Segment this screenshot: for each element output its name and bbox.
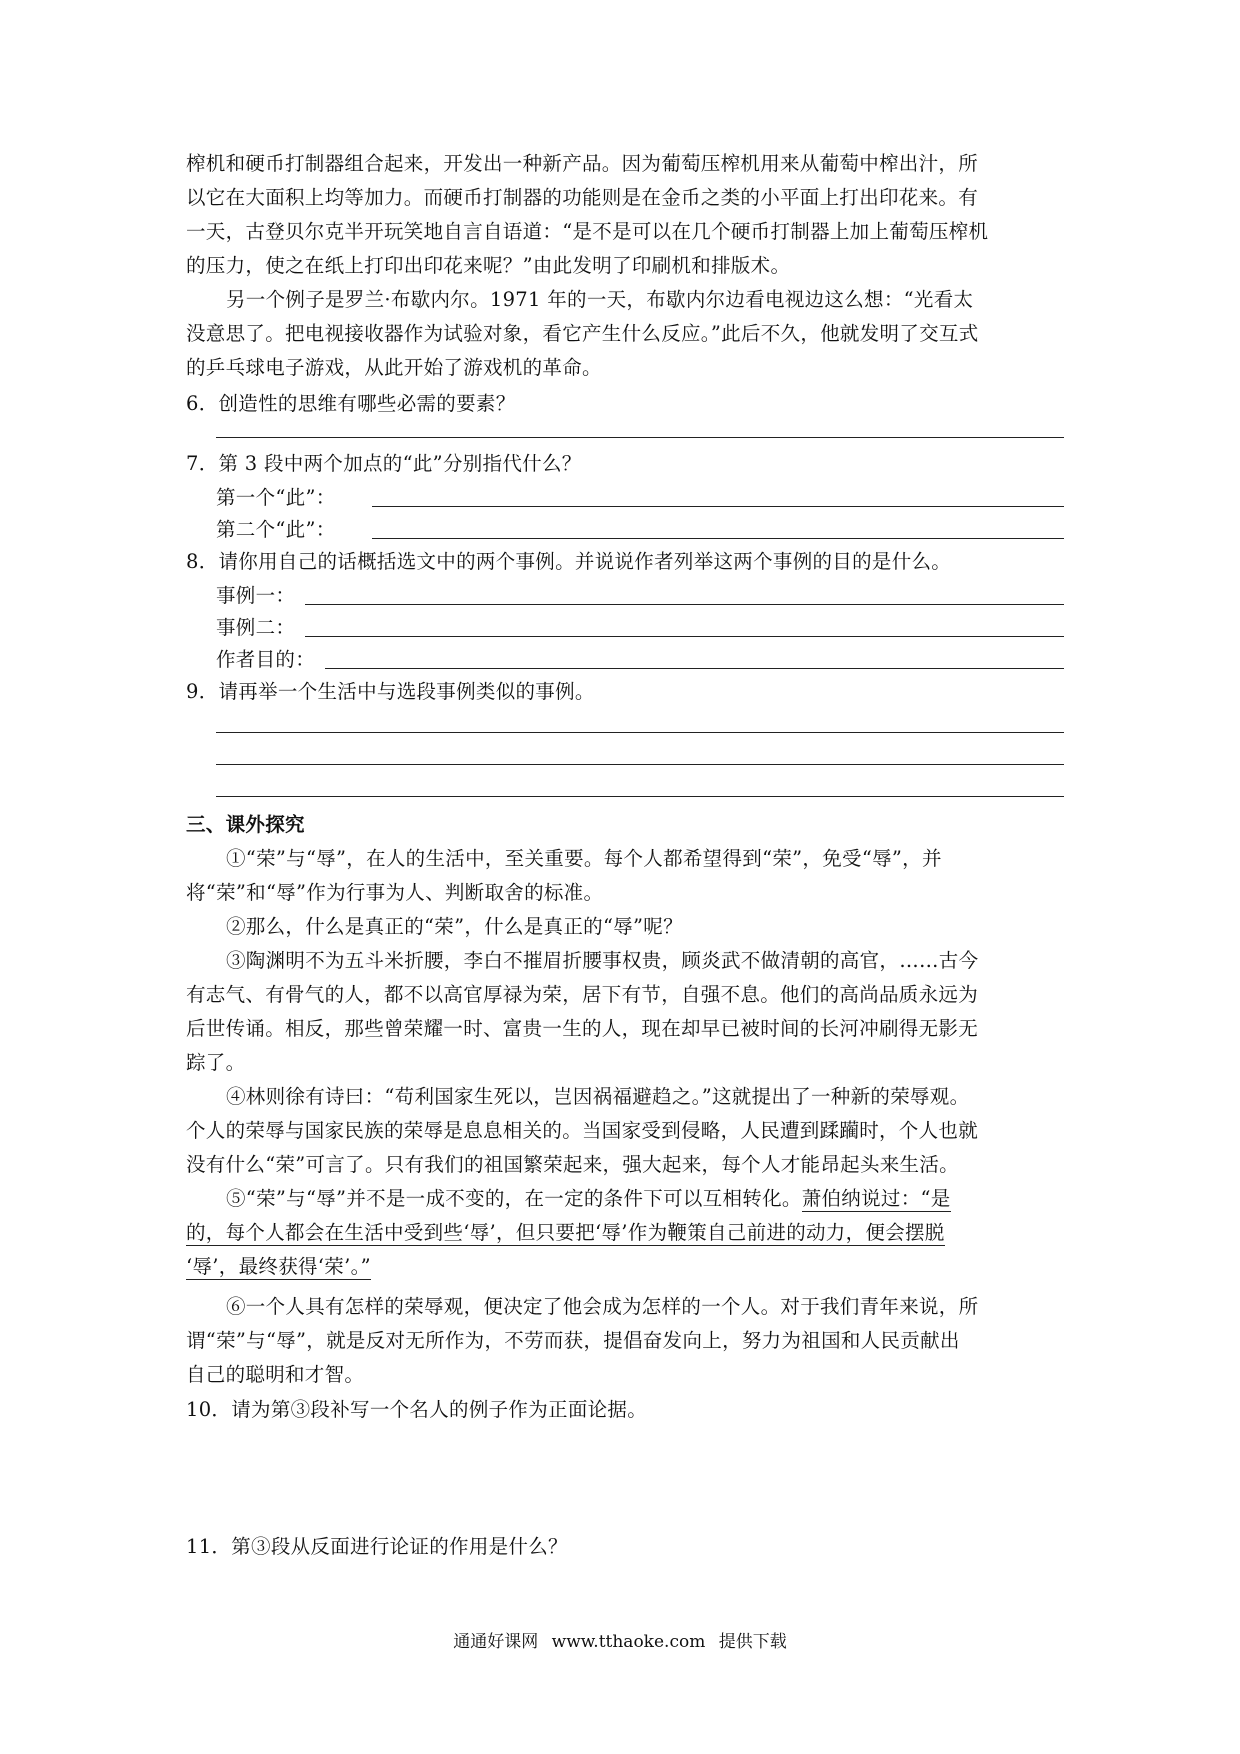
passage-line: 榨机和硬币打制器组合起来，开发出一种新产品。因为葡萄压榨机用来从葡萄中榨出汁，所 [186,152,979,175]
answer-line-q7-first[interactable] [372,506,1064,507]
q8-example2-label: 事例二： [216,616,296,639]
paragraph-6: ⑥一个人具有怎样的荣辱观，便决定了他会成为怎样的一个人。对于我们青年来说，所 [226,1295,979,1318]
footer-note: 提供下载 [718,1632,787,1652]
answer-line-q8-example2[interactable] [305,636,1064,637]
answer-line-q9-1[interactable] [216,732,1064,733]
paragraph-3-cont: 后世传诵。相反，那些曾荣耀一时、富贵一生的人，现在却早已被时间的长河冲刷得无影无 [186,1017,979,1040]
question-7: 7．第 3 段中两个加点的“此”分别指代什么？ [186,452,582,475]
question-6: 6．创造性的思维有哪些必需的要素？ [186,392,516,415]
answer-line-q6[interactable] [216,437,1064,438]
paragraph-5 [226,1182,1104,1216]
paragraph-3-cont: 有志气、有骨气的人，都不以高官厚禄为荣，居下有节，自强不息。他们的高尚品质永远为 [186,983,979,1006]
passage-line: 的压力，使之在纸上打印出印花来呢？”由此发明了印刷机和排版术。 [186,254,791,277]
paragraph-6-cont: 自己的聪明和才智。 [186,1363,365,1386]
paragraph-1: ①“荣”与“辱”，在人的生活中，至关重要。每个人都希望得到“荣”，免受“辱”，并 [226,847,942,870]
q7-second-label: 第二个“此”： [216,518,336,541]
paragraph-6-cont: 谓“荣”与“辱”，就是反对无所作为，不劳而获，提倡奋发向上，努力为祖国和人民贡献出 [186,1329,960,1352]
paragraph-5-cont [186,1216,1064,1250]
question-8: 8．请你用自己的话概括选文中的两个事例。并说说作者列举这两个事例的目的是什么。 [186,550,952,573]
paragraph-2: ②那么，什么是真正的“荣”，什么是真正的“辱”呢？ [226,915,683,938]
answer-line-q8-purpose[interactable] [325,668,1064,669]
underlined-quote: 萧伯纳说过：“是 [801,1187,951,1210]
question-10: 10．请为第③段补写一个名人的例子作为正面论据。 [186,1398,648,1421]
paragraph-5-cont [186,1250,1064,1284]
paragraph-4-cont: 没有什么“荣”可言了。只有我们的祖国繁荣起来，强大起来，每个人才能昂起头来生活。 [186,1153,959,1176]
answer-line-q9-2[interactable] [216,764,1064,765]
paragraph-3: ③陶渊明不为五斗米折腰，李白不摧眉折腰事权贵，顾炎武不做清朝的高官，……古今 [226,949,979,972]
passage-line: 以它在大面积上均等加力。而硬币打制器的功能则是在金币之类的小平面上打出印花来。有 [186,186,979,209]
answer-line-q7-second[interactable] [372,538,1064,539]
paragraph-5-text: ⑤“荣”与“辱”并不是一成不变的，在一定的条件下可以互相转化。 [226,1187,802,1210]
underlined-quote: 的，每个人都会在生活中受到些‘辱’，但只要把‘辱’作为鞭策自己前进的动力，便会摆脱 [186,1221,945,1244]
paragraph-3-cont: 踪了。 [186,1051,246,1074]
answer-line-q8-example1[interactable] [305,604,1064,605]
q8-example1-label: 事例一： [216,584,296,607]
passage-line: 的乒乓球电子游戏，从此开始了游戏机的革命。 [186,356,602,379]
section-3-title: 三、课外探究 [186,813,305,836]
q7-first-label: 第一个“此”： [216,486,336,509]
footer-url: www.tthaoke.com [551,1632,706,1652]
paragraph-4: ④林则徐有诗曰：“苟利国家生死以，岂因祸福避趋之。”这就提出了一种新的荣辱观。 [226,1085,970,1108]
q8-purpose-label: 作者目的： [216,648,316,671]
paragraph-1-cont: 将“荣”和“辱”作为行事为人、判断取舍的标准。 [186,881,604,904]
paragraph-4-cont: 个人的荣辱与国家民族的荣辱是息息相关的。当国家受到侵略，人民遭到蹂躏时，个人也就 [186,1119,979,1142]
passage-line: 一天，古登贝尔克半开玩笑地自言自语道：“是不是可以在几个硬币打制器上加上葡萄压榨机 [186,220,989,243]
question-9: 9．请再举一个生活中与选段事例类似的事例。 [186,680,595,703]
answer-line-q9-3[interactable] [216,796,1064,797]
page-footer [0,1630,1240,1654]
underlined-quote: ‘辱’，最终获得‘荣’。” [186,1255,371,1278]
passage-line: 没意思了。把电视接收器作为试验对象，看它产生什么反应。”此后不久，他就发明了交互式 [186,322,979,345]
passage-line: 另一个例子是罗兰·布歇内尔。1971 年的一天，布歇内尔边看电视边这么想：“光看太 [226,288,974,311]
question-11: 11．第③段从反面进行论证的作用是什么？ [186,1535,568,1558]
footer-site-name: 通通好课网 [453,1632,539,1652]
